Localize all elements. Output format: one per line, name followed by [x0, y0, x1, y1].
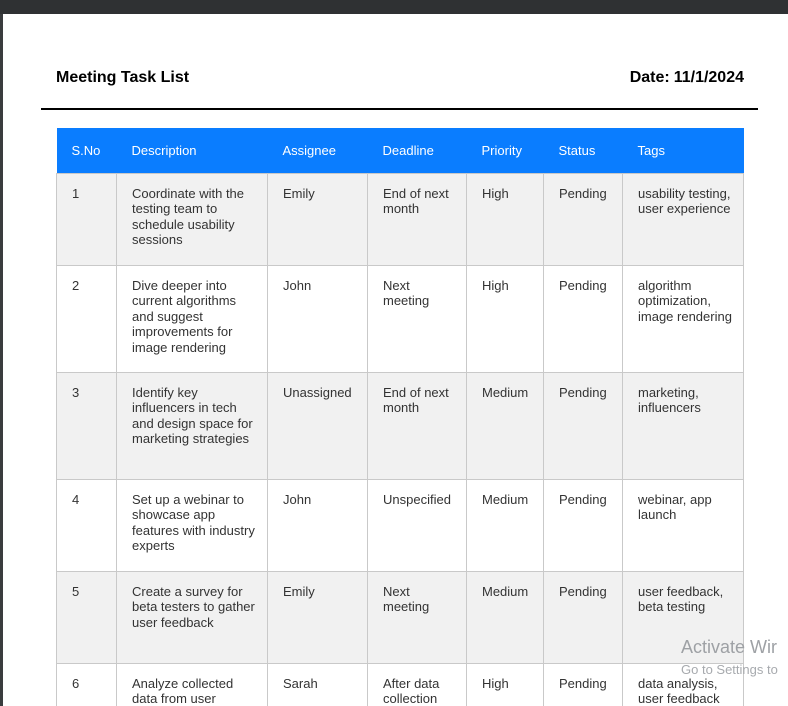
table-header-row	[57, 128, 744, 174]
header-priority: Priority	[467, 128, 544, 174]
cell-deadline: Unspecified	[368, 480, 467, 572]
activation-watermark-subtitle: Go to Settings to	[681, 662, 778, 677]
header-assignee: Assignee	[268, 128, 368, 174]
cell-assignee: Sarah	[268, 664, 368, 706]
table-row	[57, 174, 744, 266]
cell-priority: High	[467, 266, 544, 373]
cell-priority: Medium	[467, 480, 544, 572]
cell-description: Analyze collected data from user	[117, 664, 268, 706]
cell-sno: 2	[57, 266, 117, 373]
cell-tags: algorithm optimization, image rendering	[623, 266, 744, 373]
header-deadline: Deadline	[368, 128, 467, 174]
date-label: Date:	[629, 69, 670, 86]
cell-assignee: Emily	[268, 572, 368, 664]
cell-priority: High	[467, 664, 544, 706]
cell-assignee: Unassigned	[268, 373, 368, 480]
document-title: Meeting Task List	[56, 69, 190, 86]
cell-description: Coordinate with the testing team to schedule usability sessions	[117, 174, 268, 266]
cell-assignee: John	[268, 266, 368, 373]
cell-sno: 3	[57, 373, 117, 480]
cell-deadline: Next meeting	[368, 572, 467, 664]
cell-status: Pending	[544, 266, 623, 373]
cell-assignee: Emily	[268, 174, 368, 266]
viewer-top-bar	[0, 0, 788, 14]
cell-tags: usability testing, user experience	[623, 174, 744, 266]
activation-watermark-title: Activate Wir	[681, 637, 778, 657]
cell-status: Pending	[544, 480, 623, 572]
cell-sno: 5	[57, 572, 117, 664]
title-divider	[41, 108, 758, 110]
date-value: 11/1/2024	[673, 69, 744, 86]
header-status: Status	[544, 128, 623, 174]
cell-status: Pending	[544, 572, 623, 664]
cell-priority: Medium	[467, 373, 544, 480]
cell-deadline: After data collection	[368, 664, 467, 706]
cell-tags: marketing, influencers	[623, 373, 744, 480]
cell-sno: 4	[57, 480, 117, 572]
cell-tags: user feedback, beta testing	[623, 572, 744, 664]
cell-status: Pending	[544, 174, 623, 266]
cell-assignee: John	[268, 480, 368, 572]
cell-priority: Medium	[467, 572, 544, 664]
cell-sno: 1	[57, 174, 117, 266]
table-row	[57, 572, 744, 664]
table-row	[57, 373, 744, 480]
header-description: Description	[117, 128, 268, 174]
table-row	[57, 664, 744, 706]
cell-description: Identify key influencers in tech and design space for marketing strategies	[117, 373, 268, 480]
document-page	[3, 14, 788, 706]
document-date	[630, 69, 744, 87]
table-row	[57, 266, 744, 373]
cell-description: Dive deeper into current algorithms and suggest improvements for image rendering	[117, 266, 268, 373]
header-sno: S.No	[57, 128, 117, 174]
cell-description: Create a survey for beta testers to gather user feedback	[117, 572, 268, 664]
cell-description: Set up a webinar to showcase app features with industry experts	[117, 480, 268, 572]
cell-deadline: End of next month	[368, 174, 467, 266]
table-row	[57, 480, 744, 572]
cell-deadline: Next meeting	[368, 266, 467, 373]
cell-status: Pending	[544, 373, 623, 480]
cell-tags: data analysis, user feedback	[623, 664, 744, 706]
cell-priority: High	[467, 174, 544, 266]
header-tags: Tags	[623, 128, 744, 174]
cell-tags: webinar, app launch	[623, 480, 744, 572]
cell-status: Pending	[544, 664, 623, 706]
task-table	[56, 128, 744, 706]
cell-sno: 6	[57, 664, 117, 706]
cell-deadline: End of next month	[368, 373, 467, 480]
